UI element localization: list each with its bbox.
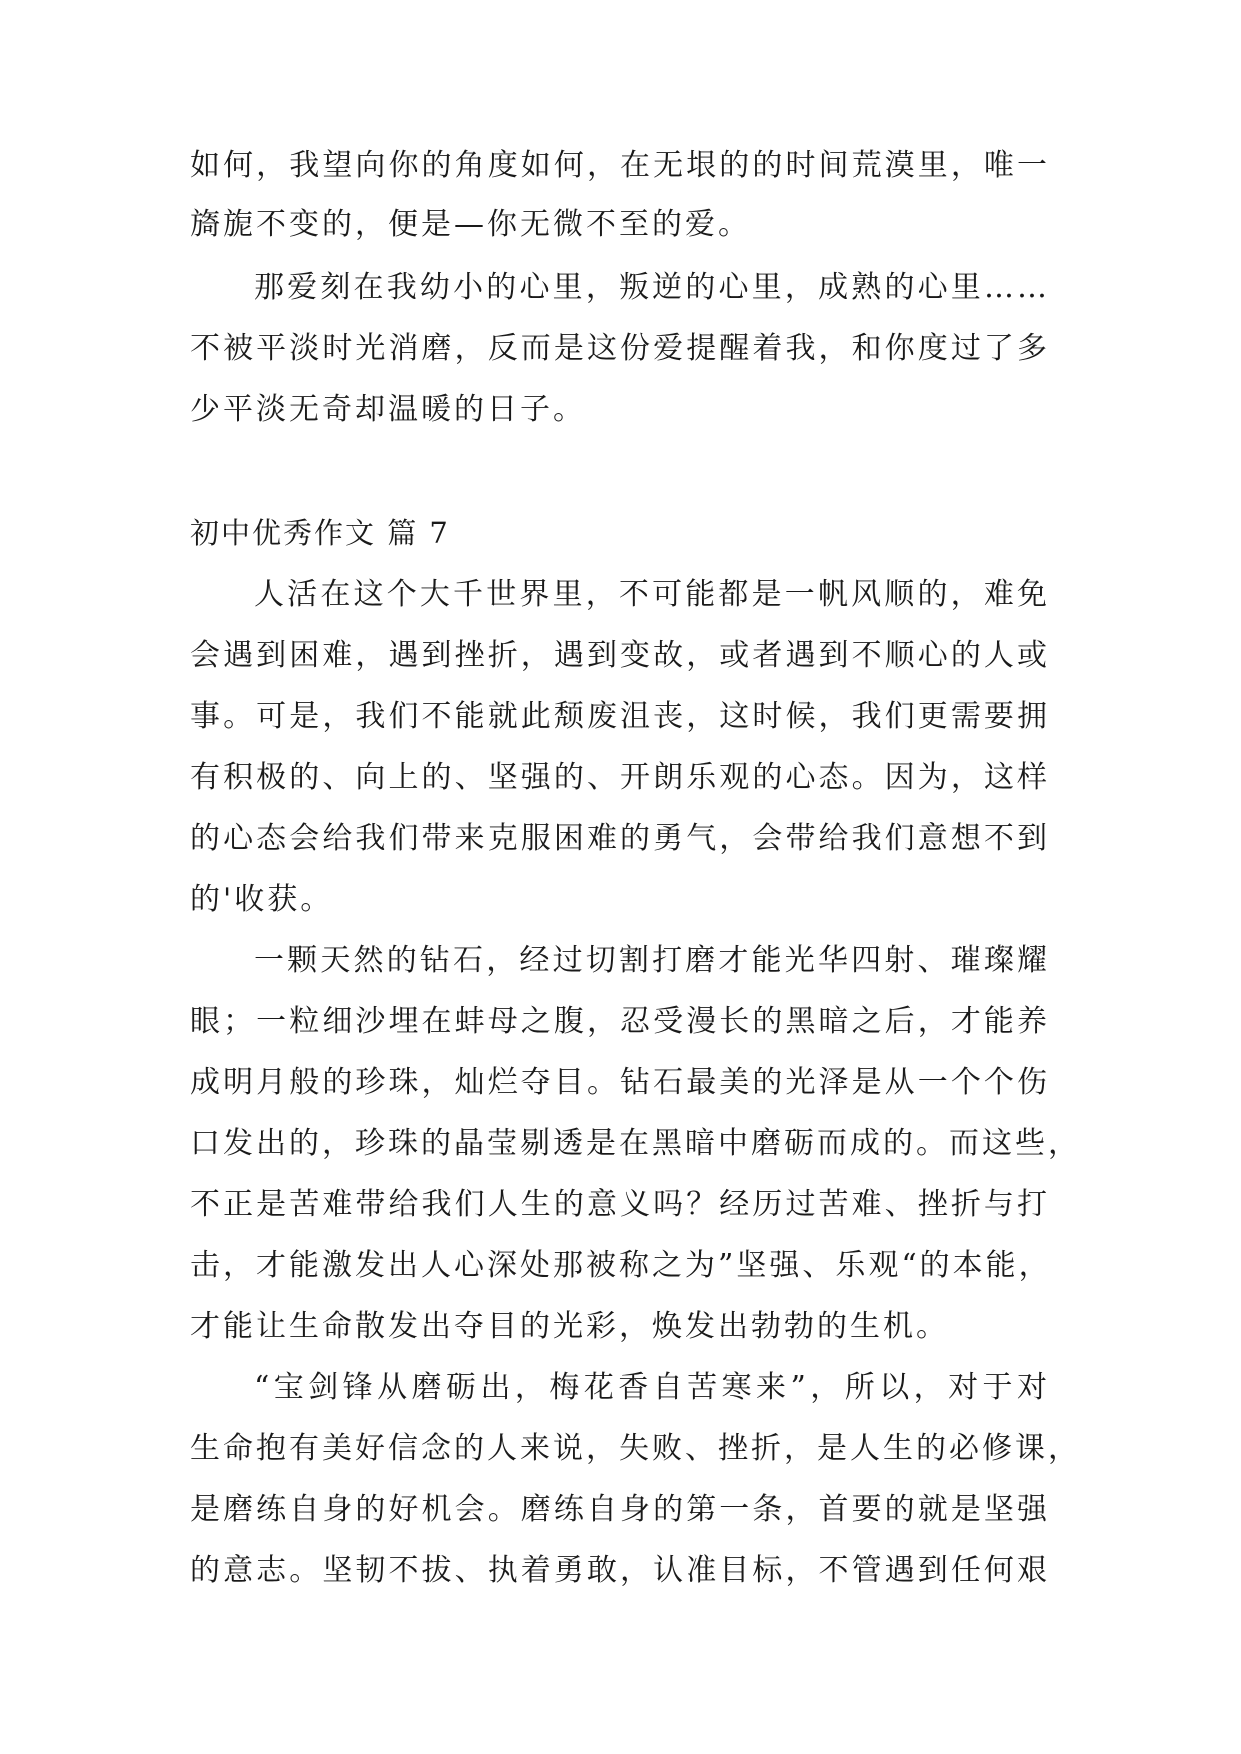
paragraph-line: 口发出的，珍珠的晶莹剔透是在黑暗中磨砺而成的。而这些，: [190, 1126, 1081, 1161]
paragraph-line: 生命抱有美好信念的人来说，失败、挫折，是人生的必修课，: [190, 1431, 1081, 1466]
paragraph-line: 才能让生命散发出夺目的光彩，焕发出勃勃的生机。: [190, 1309, 949, 1344]
section-heading: 初中优秀作文 篇 7: [190, 516, 450, 550]
paragraph-line: 那爱刻在我幼小的心里，叛逆的心里，成熟的心里……: [254, 270, 1050, 305]
paragraph-line: 少平淡无奇却温暖的日子。: [190, 392, 586, 427]
paragraph-line: 眼；一粒细沙埋在蚌母之腹，忍受漫长的黑暗之后，才能养: [190, 1004, 1050, 1039]
paragraph-line: 旖旎不变的，便是—你无微不至的爱。: [190, 207, 751, 242]
paragraph-line: 的心态会给我们带来克服困难的勇气，会带给我们意想不到: [190, 821, 1050, 856]
paragraph-line: 的意志。坚韧不拔、执着勇敢，认准目标，不管遇到任何艰: [190, 1553, 1050, 1588]
paragraph-line: 的'收获。: [190, 882, 334, 917]
paragraph-line: “宝剑锋从磨砺出，梅花香自苦寒来”，所以，对于对: [254, 1370, 1050, 1405]
paragraph-line: 一颗天然的钻石，经过切割打磨才能光华四射、璀璨耀: [254, 943, 1050, 978]
paragraph-line: 会遇到困难，遇到挫折，遇到变故，或者遇到不顺心的人或: [190, 638, 1050, 673]
paragraph-line: 成明月般的珍珠，灿烂夺目。钻石最美的光泽是从一个个伤: [190, 1065, 1050, 1100]
paragraph-line: 有积极的、向上的、坚强的、开朗乐观的心态。因为，这样: [190, 760, 1050, 795]
paragraph-line: 击，才能激发出人心深处那被称之为”坚强、乐观“的本能，: [190, 1248, 1052, 1283]
paragraph-line: 是磨练自身的好机会。磨练自身的第一条，首要的就是坚强: [190, 1492, 1050, 1527]
paragraph-line: 不被平淡时光消磨，反而是这份爱提醒着我，和你度过了多: [190, 331, 1050, 366]
paragraph-line: 如何，我望向你的角度如何，在无垠的的时间荒漠里，唯一: [190, 148, 1050, 183]
paragraph-line: 事。可是，我们不能就此颓废沮丧，这时候，我们更需要拥: [190, 699, 1050, 734]
paragraph-line: 人活在这个大千世界里，不可能都是一帆风顺的，难免: [254, 577, 1050, 612]
paragraph-line: 不正是苦难带给我们人生的意义吗？经历过苦难、挫折与打: [190, 1187, 1050, 1222]
